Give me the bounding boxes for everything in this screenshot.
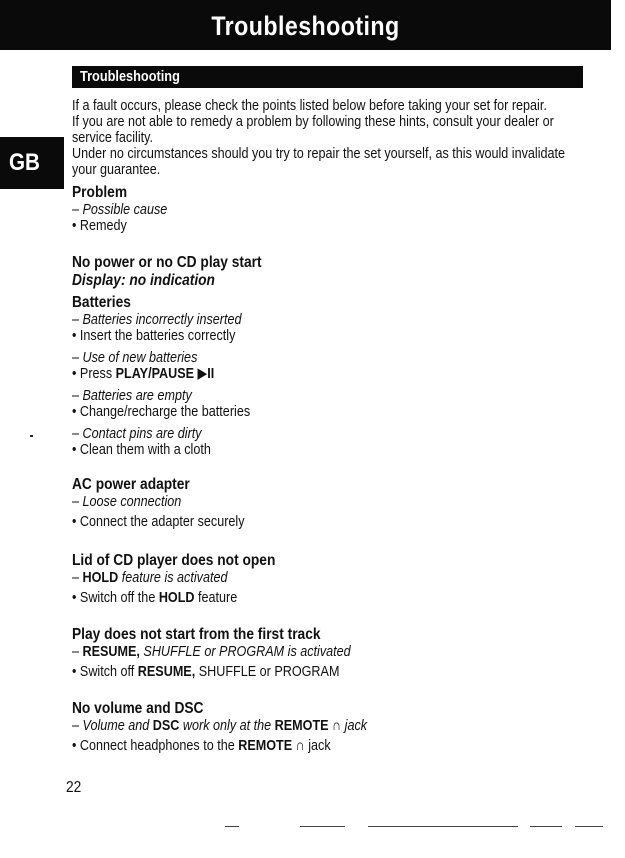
remote-key: REMOTE ∩ [238,737,305,754]
legend-cause: – Possible cause [72,201,168,218]
cause-line: – Batteries incorrectly inserted [72,311,242,328]
cause-text: work only at the [179,717,275,734]
resume-key: RESUME, [137,663,196,680]
cause-text: – Volume and [72,717,153,734]
remedy-line: • Change/recharge the batteries [72,403,251,420]
lid-heading: Lid of CD player does not open [72,552,276,569]
remedy-line: • Insert the batteries correctly [72,327,236,344]
page-number: 22 [66,779,82,796]
remedy-text: • Switch off the [72,589,159,606]
intro-line: If a fault occurs, please check the points listed below before taking your set for repair. [72,97,547,114]
scan-artifact-line [300,826,345,827]
hold-key: HOLD [158,589,195,606]
play-pause-key: PLAY/PAUSE ▶II [115,365,215,382]
batteries-heading: Batteries [72,294,131,311]
intro-line: If you are not able to remedy a problem by following these hints, consult your dealer or [72,113,554,130]
language-tab [0,137,64,189]
cause-line: – Batteries are empty [72,387,192,404]
remedy-text: • Switch off [72,663,138,680]
remedy-line [72,590,517,606]
legend-remedy: • Remedy [72,217,127,234]
cause-prefix: – [72,569,83,586]
remedy-text: • Press [72,365,116,382]
remedy-line: • Connect the adapter securely [72,513,245,530]
cause-text: jack [341,717,368,734]
cause-line: – Use of new batteries [72,349,198,366]
cause-line [72,644,517,660]
play-start-heading: Play does not start from the first track [72,626,321,643]
page-title: Troubleshooting [211,11,400,41]
dsc-key: DSC [152,717,180,734]
cause-line: – Contact pins are dirty [72,425,202,442]
cause-text: feature is activated [118,569,228,586]
intro-line: service facility. [72,129,153,146]
cause-text: SHUFFLE or PROGRAM is activated [139,643,351,660]
cause-prefix: – [72,643,83,660]
resume-key: RESUME, [82,643,140,660]
remedy-text: feature [194,589,238,606]
remote-key: REMOTE ∩ [274,717,342,734]
remedy-text: SHUFFLE or PROGRAM [195,663,340,680]
hold-key: HOLD [82,569,119,586]
cause-line [72,718,517,734]
remedy-line [72,664,517,680]
language-tab-label: GB [9,149,40,176]
remedy-text: • Connect headphones to the [72,737,239,754]
legend-heading: Problem [72,184,128,201]
ac-adapter-heading: AC power adapter [72,476,190,493]
cause-line: – Loose connection [72,493,182,510]
title-bar [0,0,611,50]
intro-paragraph [72,98,602,178]
no-power-heading: No power or no CD play start [72,254,262,271]
no-power-display: Display: no indication [72,272,215,289]
troubleshooting-content [72,98,602,754]
scan-artifact-line [225,826,239,827]
section-header-label: Troubleshooting [80,68,180,85]
remedy-line [72,366,517,382]
scan-artifact-line [575,826,603,827]
no-volume-heading: No volume and DSC [72,700,204,717]
scan-artifact-line [530,826,562,827]
cause-line [72,570,517,586]
intro-line: Under no circumstances should you try to repair the set yourself, as this would invalidate [72,145,566,162]
section-header-bar [72,66,583,88]
scan-speck [30,435,33,437]
remedy-text: jack [304,737,331,754]
scan-artifact-line [368,826,518,827]
remedy-line [72,738,517,754]
remedy-line: • Clean them with a cloth [72,441,211,458]
intro-line: your guarantee. [72,161,161,178]
